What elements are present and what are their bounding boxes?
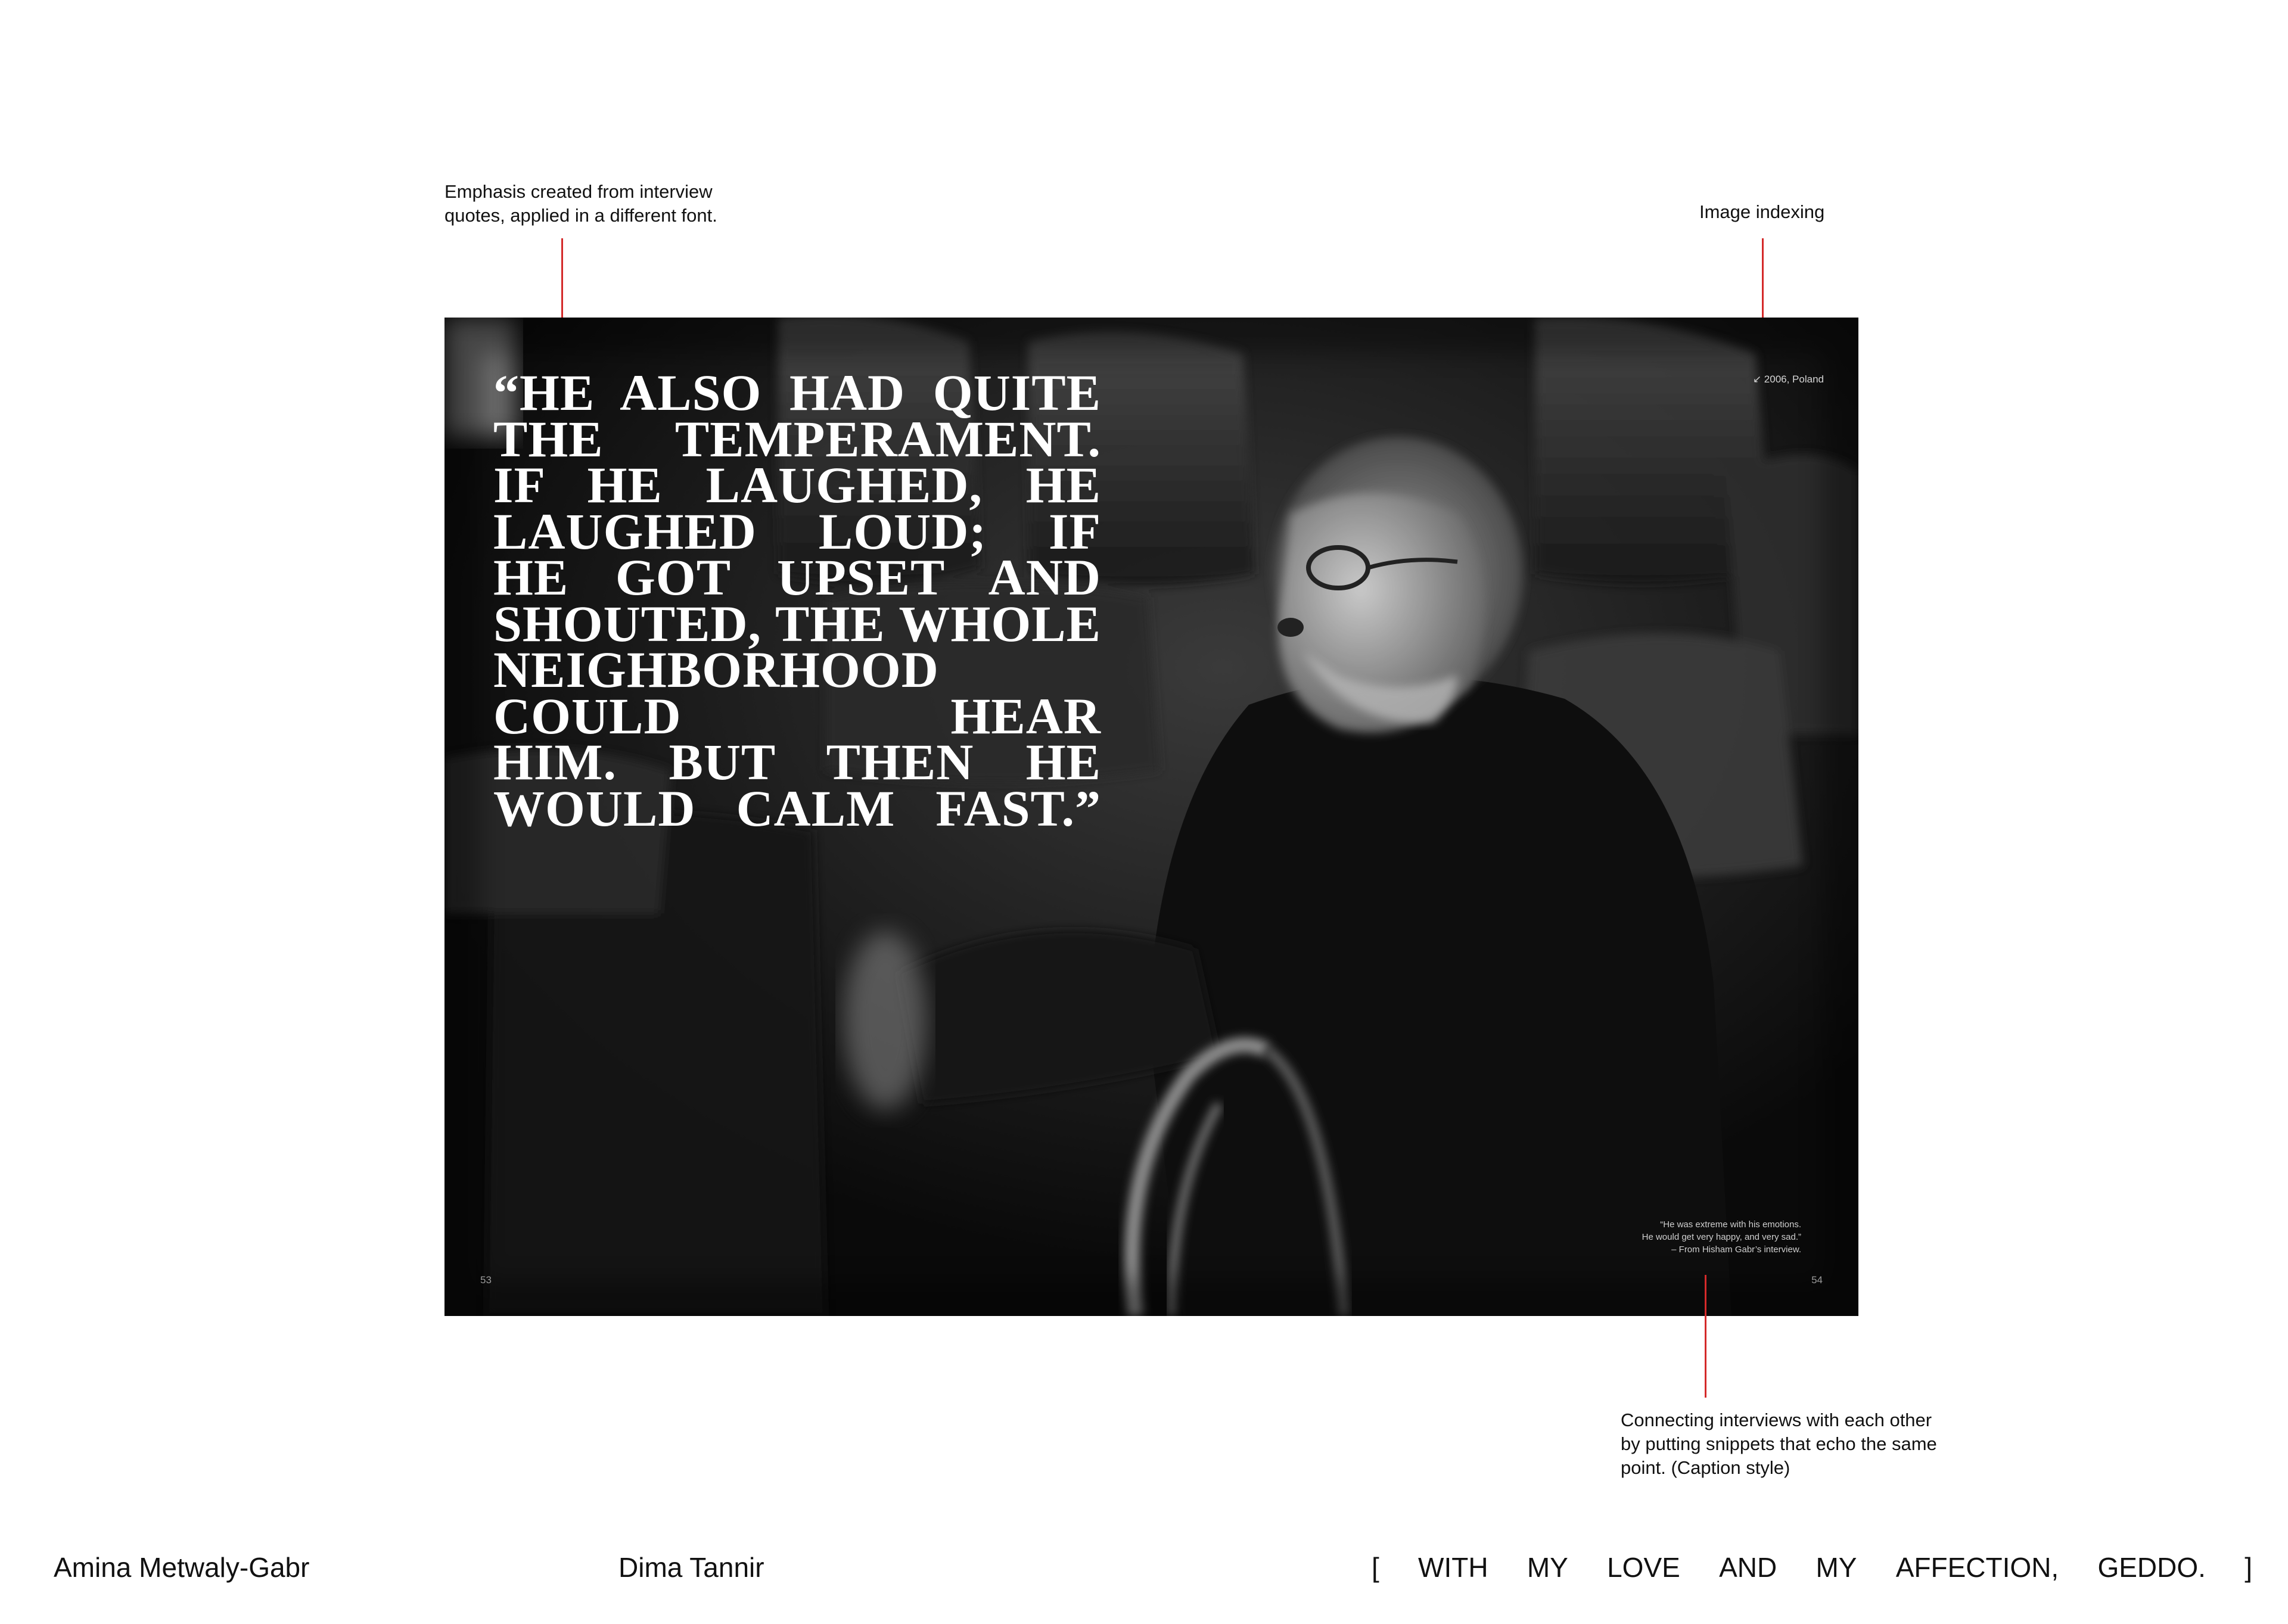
footer-title-word: GEDDO. xyxy=(2097,1552,2206,1583)
footer-title xyxy=(1372,1551,2252,1583)
quote-line: THE TEMPERAMENT. xyxy=(493,410,1101,468)
annotation-connecting-line xyxy=(1705,1275,1706,1398)
quote-line: NEIGHBORHOOD xyxy=(493,641,939,698)
quote-line: HIM. BUT THEN HE xyxy=(493,733,1101,791)
footer-title-word: AND xyxy=(1719,1552,1777,1583)
footer-title-word: [ xyxy=(1372,1552,1379,1583)
annotation-indexing: Image indexing xyxy=(1699,201,1825,222)
caption-line: “He was extreme with his emotions. xyxy=(1660,1219,1801,1230)
magazine-spread xyxy=(444,318,1858,1316)
footer-title-word: LOVE xyxy=(1607,1552,1680,1583)
quote-line: IF HE LAUGHED, HE xyxy=(493,456,1101,514)
quote-line: “HE ALSO HAD QUITE xyxy=(493,364,1101,421)
footer-advisor: Dima Tannir xyxy=(618,1552,764,1583)
pull-quote xyxy=(493,364,1101,837)
footer-title-word: MY xyxy=(1816,1552,1857,1583)
quote-line: SHOUTED, THE WHOLE xyxy=(493,595,1101,652)
image-index-label: ↙ 2006, Poland xyxy=(1752,374,1824,385)
footer-title-word: WITH xyxy=(1418,1552,1488,1583)
footer-author: Amina Metwaly-Gabr xyxy=(54,1552,310,1583)
annotation-connecting: Connecting interviews with each other by putting snippets that echo the same point. (Caption style) xyxy=(1621,1410,1937,1478)
footer-title-word: AFFECTION, xyxy=(1895,1552,2059,1583)
caption-line: He would get very happy, and very sad.” xyxy=(1642,1232,1801,1242)
page-number-right: 54 xyxy=(1811,1274,1823,1286)
caption-line: – From Hisham Gabr’s interview. xyxy=(1671,1245,1801,1255)
interview-caption xyxy=(1551,1218,1801,1256)
quote-line: HE GOT UPSET AND xyxy=(493,549,1101,606)
footer-title-word: MY xyxy=(1527,1552,1568,1583)
page-number-left: 53 xyxy=(480,1274,492,1286)
annotation-emphasis: Emphasis created from interview quotes, applied in a different font. xyxy=(444,181,717,226)
quote-line: WOULD CALM FAST.” xyxy=(493,779,1101,837)
quote-line: LAUGHED LOUD; IF xyxy=(493,502,1101,560)
footer-title-word: ] xyxy=(2245,1552,2252,1583)
quote-line: COULD HEAR xyxy=(493,687,1101,745)
